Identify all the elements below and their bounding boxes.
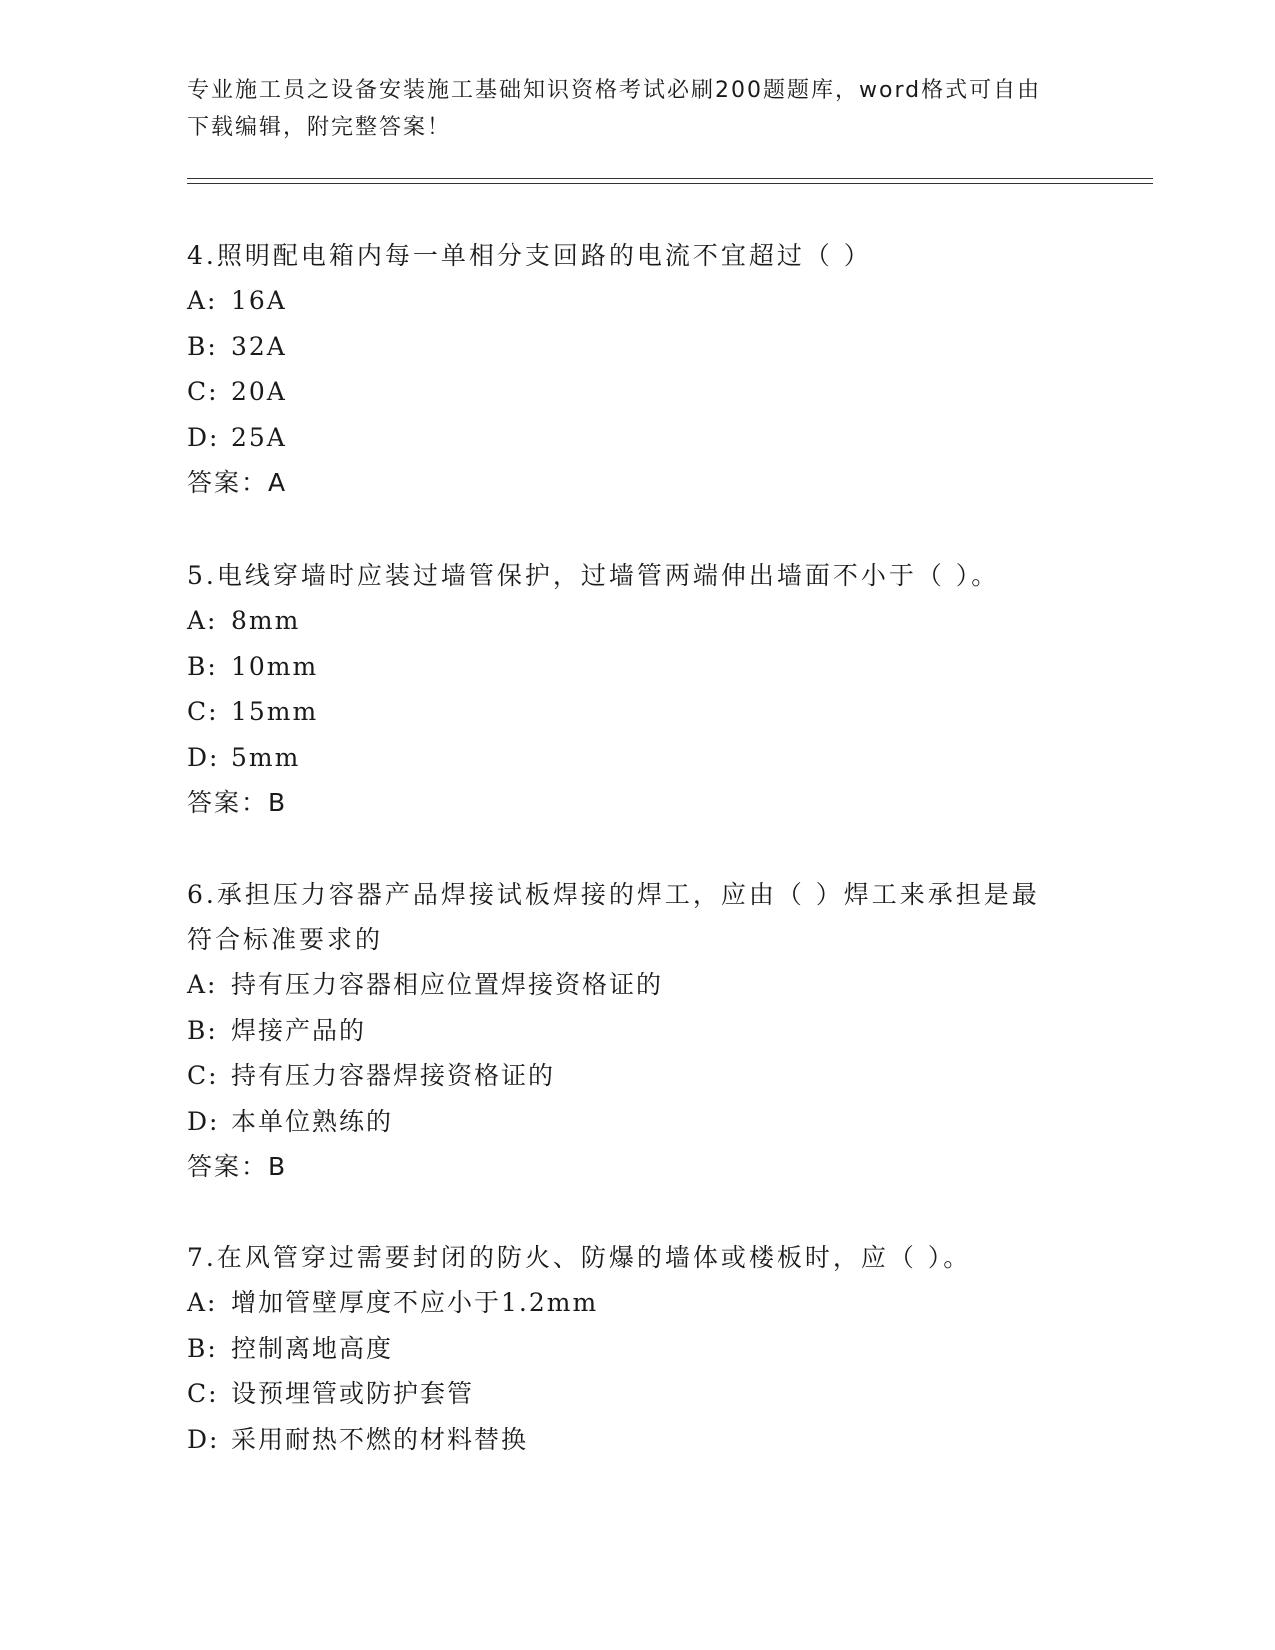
option-letter: C: (187, 697, 219, 726)
option-b (187, 324, 1087, 370)
option-d (187, 415, 1087, 461)
option-text: 持有压力容器焊接资格证的 (231, 1061, 556, 1090)
option-d (187, 1099, 1087, 1145)
option-d (187, 1417, 1087, 1463)
option-text: 8mm (231, 606, 301, 635)
option-a (187, 962, 1087, 1008)
option-c (187, 1371, 1087, 1417)
option-text: 控制离地高度 (231, 1333, 394, 1363)
question-stem: 5.电线穿墙时应装过墙管保护，过墙管两端伸出墙面不小于（ ）。 (187, 561, 1000, 590)
option-text: 5mm (231, 742, 301, 772)
option-text: 焊接产品的 (231, 1015, 367, 1045)
option-text: 32A (231, 331, 287, 361)
header-line-1: 专业施工员之设备安装施工基础知识资格考试必刷200题题库，word格式可自由 (187, 78, 1042, 103)
option-text: 持有压力容器相应位置焊接资格证的 (231, 970, 664, 999)
option-c (187, 369, 1087, 415)
question-6 (187, 872, 1087, 1189)
option-text: 10mm (231, 651, 319, 681)
question-stem: 6.承担压力容器产品焊接试板焊接的焊工，应由（ ）焊工来承担是最符合标准要求的 (187, 880, 1040, 954)
answer-line: 答案：B (187, 788, 288, 817)
option-b (187, 1008, 1087, 1054)
option-text: 增加管壁厚度不应小于1.2mm (231, 1288, 599, 1317)
option-letter: C: (187, 1061, 219, 1090)
option-text: 16A (231, 286, 287, 315)
answer-line: 答案：A (187, 468, 288, 497)
answer-line: 答案：B (187, 1152, 288, 1181)
question-5 (187, 553, 1087, 825)
option-text: 本单位熟练的 (231, 1106, 394, 1136)
question-stem: 7.在风管穿过需要封闭的防火、防爆的墙体或楼板时，应（ ）。 (187, 1243, 972, 1272)
option-c (187, 689, 1087, 735)
document-header (187, 72, 1067, 146)
option-letter: A: (187, 286, 218, 315)
option-letter: C: (187, 1379, 219, 1408)
option-letter: D: (187, 742, 220, 772)
option-text: 20A (231, 377, 287, 406)
header-divider-bottom (187, 183, 1153, 184)
option-letter: B: (187, 331, 218, 361)
option-a (187, 278, 1087, 324)
header-line-2: 下载编辑，附完整答案！ (187, 115, 452, 140)
option-letter: C: (187, 377, 219, 406)
option-b (187, 1326, 1087, 1372)
option-letter: D: (187, 422, 220, 452)
option-letter: B: (187, 651, 218, 681)
option-letter: A: (187, 970, 218, 999)
option-b (187, 644, 1087, 690)
option-a (187, 1280, 1087, 1326)
option-letter: B: (187, 1333, 218, 1363)
option-letter: A: (187, 1288, 218, 1317)
option-text: 采用耐热不燃的材料替换 (231, 1424, 529, 1454)
question-4 (187, 233, 1087, 505)
option-letter: A: (187, 606, 218, 635)
option-letter: B: (187, 1015, 218, 1045)
option-text: 15mm (231, 697, 319, 726)
question-7 (187, 1235, 1087, 1462)
option-text: 25A (231, 422, 287, 452)
option-letter: D: (187, 1424, 220, 1454)
header-divider-top (187, 178, 1153, 179)
option-text: 设预埋管或防护套管 (231, 1379, 475, 1408)
question-stem: 4.照明配电箱内每一单相分支回路的电流不宜超过（ ） (187, 241, 872, 270)
option-c (187, 1053, 1087, 1099)
option-letter: D: (187, 1106, 220, 1136)
option-d (187, 735, 1087, 781)
option-a (187, 598, 1087, 644)
